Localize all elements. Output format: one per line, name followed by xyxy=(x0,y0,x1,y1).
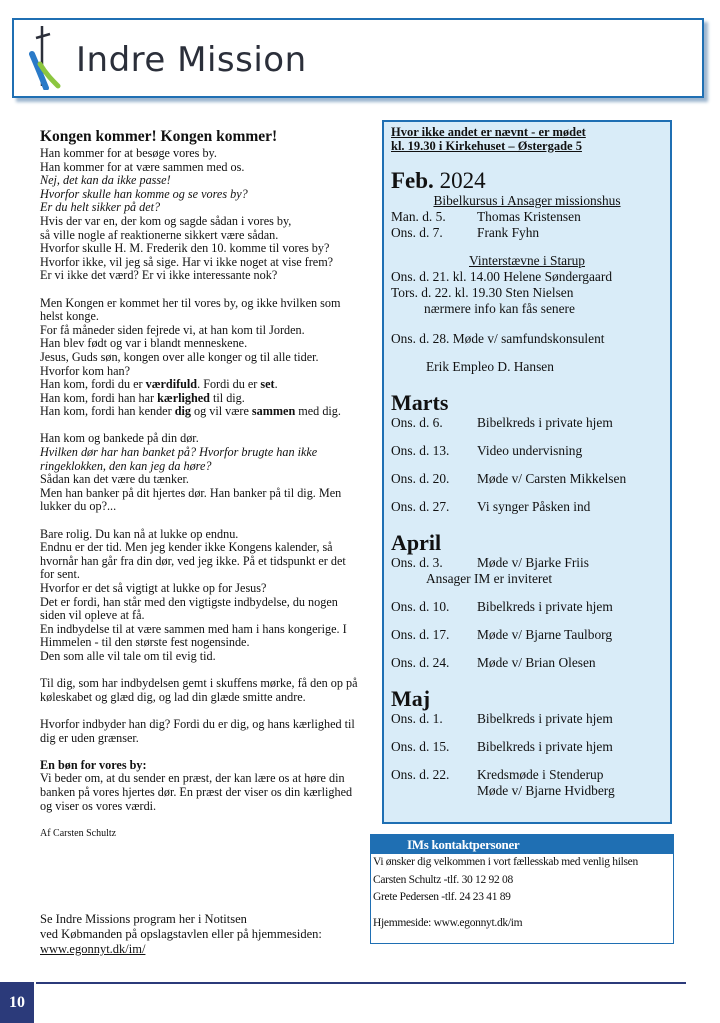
text-line: Hvorfor kom han? xyxy=(40,363,131,378)
subheading-bibelkursus: Bibelkursus i Ansager missionshus xyxy=(433,193,621,208)
text-line: Hvorfor er det så vigtigt at lukke op for Jesus? xyxy=(40,581,267,595)
schedule-row xyxy=(384,627,670,643)
month-heading-april: April xyxy=(391,530,442,555)
article-paragraph-3 xyxy=(40,432,358,514)
schedule-date: Ons. d. 17. xyxy=(391,627,450,642)
text-run: . Fordi du er xyxy=(197,377,261,392)
footer-line-2: ved Købmanden på opslagstavlen eller på hjemmesiden: xyxy=(40,927,322,941)
month-heading-marts: Marts xyxy=(391,390,449,415)
schedule-header xyxy=(384,122,670,153)
article-paragraph-4 xyxy=(40,528,358,664)
prayer xyxy=(40,759,358,813)
text-line xyxy=(40,378,358,392)
text-bold: dig xyxy=(174,404,191,419)
schedule-header-line: kl. 19.30 i Kirkehuset – Østergade 5 xyxy=(391,139,582,153)
schedule-title: Kredsmøde i Stenderup xyxy=(477,767,604,782)
schedule-title: Møde v/ Bjarke Friis xyxy=(477,555,589,570)
text-line-italic: Hvorfor skulle han komme og se vores by? xyxy=(40,186,248,201)
text-line: Jesus, Guds søn, kongen over alle konger og til alle tider. xyxy=(40,349,319,364)
schedule-title: Møde v/ Bjarne Taulborg xyxy=(477,627,613,642)
schedule-row xyxy=(384,767,670,783)
text-line: Bare rolig. Du kan nå at lukke op endnu. xyxy=(40,526,239,541)
spacer xyxy=(384,643,670,655)
text-line: Det er fordi, han står med den vigtigste indbydelse, du nogen siden vil opleve at få. xyxy=(40,594,338,623)
spacer xyxy=(384,727,670,739)
text-line: Han kom og bankede på din dør. xyxy=(40,431,199,446)
schedule-date: Man. d. 5. xyxy=(391,209,446,224)
header-banner xyxy=(12,18,704,98)
schedule-note: Ansager IM er inviteret xyxy=(426,571,553,586)
schedule-title: Frank Fyhn xyxy=(477,225,540,240)
schedule-title: Møde v/ Bjarne Hvidberg xyxy=(477,783,615,798)
schedule-title: Video undervisning xyxy=(477,443,583,458)
article xyxy=(40,128,358,840)
text-run: Han kom, fordi han kender xyxy=(40,404,175,419)
spacer xyxy=(384,459,670,471)
article-paragraph-6: Hvorfor indbyder han dig? Fordi du er dig, og hans kærlighed til dig er uden grænser. xyxy=(40,716,355,745)
schedule-date: Ons. d. 13. xyxy=(391,443,450,458)
contact-welcome: Vi ønsker dig velkommen i vort fællesskab med venlig hilsen xyxy=(373,856,638,868)
schedule-date-empty xyxy=(391,783,477,799)
schedule-date: Ons. d. 7. xyxy=(391,225,443,240)
schedule-note: nærmere info kan fås senere xyxy=(424,301,575,316)
article-paragraph-2 xyxy=(40,297,358,419)
text-run: til dig. xyxy=(209,390,245,405)
spacer xyxy=(384,317,670,331)
text-line: Hvorfor ikke, vil jeg så sige. Har vi ikke noget at vise frem? xyxy=(40,254,334,269)
text-line: Hvorfor skulle H. M. Frederik den 10. komme til vores by? xyxy=(40,241,330,256)
spacer xyxy=(384,347,670,359)
schedule-row xyxy=(384,739,670,755)
month-name: Feb. xyxy=(391,168,434,193)
schedule-row xyxy=(384,209,670,225)
text-bold: sammen xyxy=(251,404,296,419)
schedule-row xyxy=(384,415,670,431)
text-line: Han kommer for at besøge vores by. xyxy=(40,146,217,160)
text-line: Men han banker på dit hjertes dør. Han banker på til dig. Men lukker du op?... xyxy=(40,485,342,514)
subheading-vinterstaevne: Vinterstævne i Starup xyxy=(469,253,585,268)
website-link[interactable]: www.egonnyt.dk/im/ xyxy=(40,942,146,956)
schedule-date: Ons. d. 10. xyxy=(391,599,450,614)
contact-person-1: Carsten Schultz -tlf. 30 12 92 08 xyxy=(373,873,513,886)
text-run: Han kom, fordi han har xyxy=(40,390,158,405)
schedule-note: Erik Empleo D. Hansen xyxy=(426,359,554,374)
contact-title: IMs kontaktpersoner xyxy=(371,835,673,854)
text-line: En indbydelse til at være sammen med ham i hans kongerige. I Himmelen - til den største fest nogensinde. xyxy=(40,621,347,650)
article-paragraph-1 xyxy=(40,147,358,283)
schedule-title: Thomas Kristensen xyxy=(477,209,581,224)
contact-person-2: Grete Pedersen -tlf. 24 23 41 89 xyxy=(373,891,511,903)
spacer xyxy=(384,487,670,499)
text-run: Han kom, fordi du er xyxy=(40,377,146,392)
text-line xyxy=(40,392,358,406)
schedule-panel xyxy=(382,120,672,824)
schedule-title: Bibelkreds i private hjem xyxy=(477,415,613,430)
text-line: For få måneder siden fejrede vi, at han kom til Jorden. xyxy=(40,322,305,337)
logo-text: Indre Mission xyxy=(76,40,307,80)
schedule-title: Vi synger Påsken ind xyxy=(477,499,591,514)
schedule-row xyxy=(384,499,670,515)
prayer-title: En bøn for vores by: xyxy=(40,757,147,772)
indre-mission-logo-icon xyxy=(28,24,62,90)
text-line-italic: Hvilken dør har han banket på? Hvorfor brugte han ikke ringeklokken, den kan jeg da høre? xyxy=(40,445,318,473)
schedule-title: Møde v/ Carsten Mikkelsen xyxy=(477,471,627,486)
text-line: Han kommer for at være sammen med os. xyxy=(40,159,245,174)
month-heading-feb xyxy=(391,169,670,193)
footer-line-1: Se Indre Missions program her i Notitsen xyxy=(40,912,247,926)
text-line: så ville nogle af reaktionerne sikkert være sådan. xyxy=(40,227,279,242)
schedule-title: Bibelkreds i private hjem xyxy=(477,599,613,614)
author: Af Carsten Schultz xyxy=(40,827,117,839)
text-bold: værdifuld xyxy=(145,377,198,392)
month-year: 2024 xyxy=(433,168,486,193)
schedule-header-line: Hvor ikke andet er nævnt - er mødet xyxy=(391,125,586,139)
schedule-date: Ons. d. 15. xyxy=(391,739,450,754)
schedule-date: Ons. d. 27. xyxy=(391,499,450,514)
page-number: 10 xyxy=(0,982,34,1023)
schedule-row: Ons. d. 21. kl. 14.00 Helene Søndergaard xyxy=(391,269,613,284)
contact-box xyxy=(370,834,674,944)
spacer xyxy=(384,241,670,253)
schedule-row xyxy=(384,225,670,241)
text-run: og vil være xyxy=(190,404,252,419)
text-line: Men Kongen er kommet her til vores by, og ikke hvilken som helst konge. xyxy=(40,295,341,324)
schedule-row xyxy=(384,555,670,571)
article-paragraph-5: Til dig, som har indbydelsen gemt i skuffens mørke, få den op på køleskabet og glæd dig, og lad din glæde smitte andre. xyxy=(40,676,358,704)
text-line xyxy=(40,405,358,419)
month-heading-maj: Maj xyxy=(391,686,431,711)
schedule-row: Ons. d. 28. Møde v/ samfundskonsulent xyxy=(391,331,605,346)
spacer xyxy=(384,431,670,443)
text-line: Sådan kan det være du tænker. xyxy=(40,472,189,487)
spacer xyxy=(384,587,670,599)
schedule-date: Ons. d. 6. xyxy=(391,415,443,430)
text-run: . xyxy=(274,377,278,392)
schedule-date: Ons. d. 20. xyxy=(391,471,450,486)
schedule-title: Møde v/ Brian Olesen xyxy=(477,655,596,670)
text-run: med dig. xyxy=(295,404,341,419)
text-line: Hvis der var en, der kom og sagde sådan i vores by, xyxy=(40,213,292,228)
schedule-title: Bibelkreds i private hjem xyxy=(477,739,613,754)
spacer xyxy=(384,755,670,767)
schedule-row: Tors. d. 22. kl. 19.30 Sten Nielsen xyxy=(391,285,574,300)
schedule-row xyxy=(384,655,670,671)
text-line-italic: Nej, det kan da ikke passe! xyxy=(40,173,171,188)
text-line: Han blev født og var i blandt menneskene. xyxy=(40,336,248,351)
schedule-date: Ons. d. 3. xyxy=(391,555,443,570)
text-bold: set xyxy=(260,377,275,392)
schedule-date: Ons. d. 1. xyxy=(391,711,443,726)
schedule-date: Ons. d. 22. xyxy=(391,767,450,782)
bottom-rule xyxy=(36,982,686,984)
schedule-row xyxy=(384,443,670,459)
spacer xyxy=(384,615,670,627)
schedule-row xyxy=(384,783,670,799)
schedule-row xyxy=(384,599,670,615)
prayer-text: Vi beder om, at du sender en præst, der kan lære os at høre din banken på vores hjertes dør. En præst der viser os din kærlighed og viser os vores værdi. xyxy=(40,771,353,813)
schedule-title: Bibelkreds i private hjem xyxy=(477,711,613,726)
footer-note xyxy=(40,912,358,957)
text-line: Den som alle vil tale om til evig tid. xyxy=(40,648,216,663)
schedule-date: Ons. d. 24. xyxy=(391,655,450,670)
schedule-row xyxy=(384,711,670,727)
text-bold: kærlighed xyxy=(157,390,210,405)
text-line-italic: Er du helt sikker på det? xyxy=(40,200,161,215)
text-line: Endnu er der tid. Men jeg kender ikke Kongens kalender, så hvornår han går fra din dør, ved jeg ikke. På et tidspunkt er det for sent. xyxy=(40,540,346,582)
text-line: Er vi ikke det værd? Er vi ikke interessante nok? xyxy=(40,268,278,283)
article-title: Kongen kommer! Kongen kommer! xyxy=(40,128,278,145)
contact-website: Hjemmeside: www.egonnyt.dk/im xyxy=(373,916,523,929)
schedule-row xyxy=(384,471,670,487)
